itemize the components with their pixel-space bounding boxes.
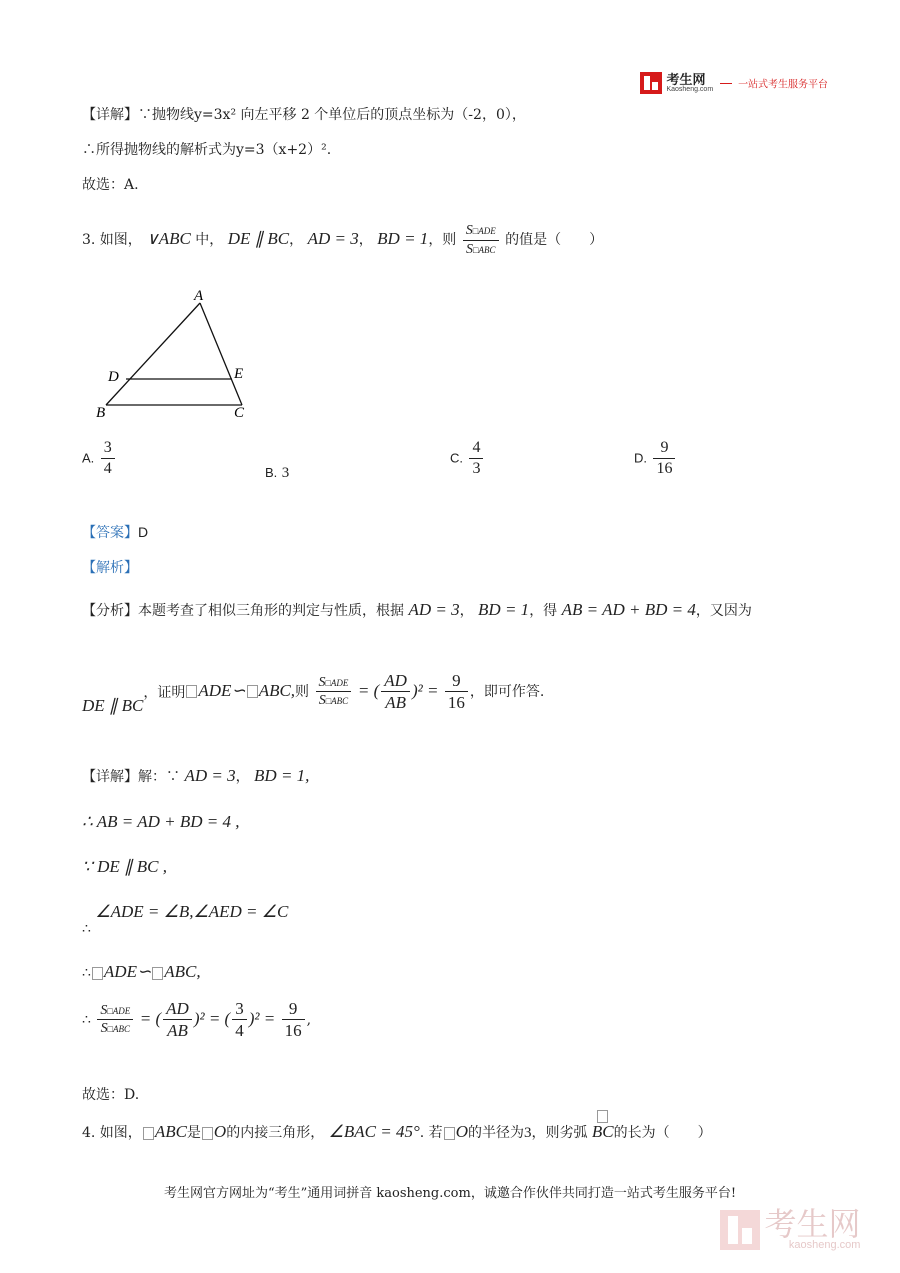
fenxi-line1: 【分析】本题考查了相似三角形的判定与性质，根据 AD = 3， BD = 1，得 AB = AD + BD = 4，又因为: [82, 600, 752, 619]
option-b: B. 3: [265, 465, 290, 481]
label-E: E: [234, 366, 244, 382]
header-logo: [640, 72, 828, 96]
detail-line3: ∵ DE ∥ BC ,: [82, 857, 167, 876]
detail-line6: ∴ $\frac{\text{S□ADE}}{\text{S□ABC}}$ = ( $\frac{AD}{AB}$ )² = ( $\frac{3}{4}$ )² = $\frac{9}{16}$ ,: [82, 999, 312, 1041]
detail-tag: 【详解】: [82, 107, 138, 123]
option-a: A. $\frac{3}{4}$: [82, 438, 117, 479]
watermark-cn: 考生网: [764, 1206, 861, 1242]
label-A: A: [194, 288, 204, 304]
q3-stem: 3. 如图， ∨ABC 中， DE ∥ BC， AD = 3， BD = 1，则 $\frac{\text{S□ADE}}{\text{S□ABC}}$ 的值是（ ）: [82, 223, 604, 257]
label-B: B: [96, 405, 106, 421]
footer-watermark: [720, 1208, 860, 1251]
brand-cn: 考生网: [666, 72, 706, 87]
footer-text: 考生网官方网址为“考生”通用词拼音 kaosheng.com，诚邀合作伙伴共同打造一站式考生服务平台!: [163, 1186, 737, 1201]
q2-detail-line2: ∴所得抛物线的解析式为y=3（x+2）².: [82, 142, 332, 158]
triangle-figure: [92, 285, 252, 425]
detail-line5: ∴ ADE∽ ABC,: [82, 962, 201, 981]
q4-stem: 4. 如图， ABC是 O的内接三角形， ∠BAC = 45°. 若 O的半径为3，则劣弧 BC的长为（ ）: [82, 1122, 712, 1142]
detail-line1: 【详解】解：∵ AD = 3， BD = 1,: [82, 766, 310, 785]
ratio-fraction: $\frac{\text{S□ADE}}{\text{S□ABC}}$: [463, 222, 499, 258]
q2-choose: 故选：A.: [82, 177, 139, 193]
detail-line4: ∴ ∠ADE = ∠B,∠AED = ∠C: [82, 902, 289, 937]
label-C: C: [234, 405, 245, 421]
label-D: D: [108, 369, 119, 385]
logo-icon: [640, 72, 662, 94]
side-AC: [200, 303, 242, 405]
q2-detail-line1: [82, 104, 526, 124]
watermark-en: kaosheng.com: [788, 1239, 861, 1251]
answer-tag: 【答案】: [82, 525, 138, 541]
analysis-tag: 【解析】: [82, 560, 138, 576]
slogan: 一站式考生服务平台: [738, 79, 829, 91]
side-AB: [106, 303, 200, 405]
watermark-logo-icon: [720, 1210, 760, 1250]
detail-text: ∵抛物线y=3x² 向左平移 2 个单位后的顶点坐标为（-2，0），: [138, 107, 526, 123]
fenxi-line2: DE ∥ BC，证明 ADE∽ ABC,则 $\frac{\text{S□ADE}}{\text{S□ABC}}$ = ( $\frac{AD}{AB}$ )² = $\frac{9}{16}$ ，即可作答.: [82, 671, 545, 715]
option-c: C. $\frac{4}{3}$: [450, 438, 485, 479]
brand-en: Kaosheng.com: [666, 86, 714, 93]
answer-line: [82, 522, 148, 542]
option-d: D. $\frac{9}{16}$: [634, 438, 677, 479]
detail-line2: ∴ AB = AD + BD = 4 ,: [82, 812, 240, 831]
q3-choose: 故选：D.: [82, 1087, 140, 1103]
answer-value: D: [138, 524, 149, 540]
